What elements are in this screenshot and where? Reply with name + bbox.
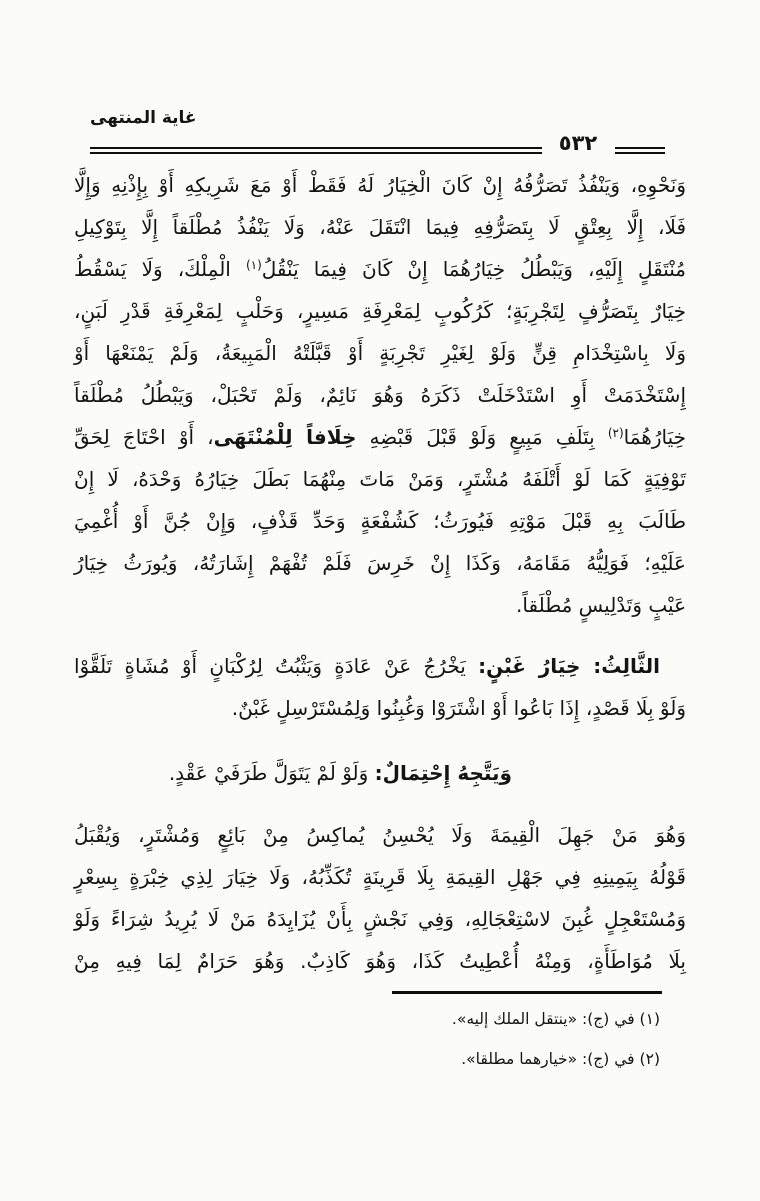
text-run: وَلَوْ لَمْ يَتَوَلَّ طَرَفَيْ عَقْدٍ. [168,761,375,785]
bold-text-run: وَيَتَّجِهُ إِحْتِمَالٌ: [374,761,512,785]
text-run: عَيْبٍ وَتَدْلِيسٍ مُطْلَقاً. [516,593,686,617]
text-run: فَلَا، إِلَّا بِعِتْقٍ لَا بِتَصَرُّفِهِ فِيمَا انْتَقَلَ عَنْهُ، وَلَا يَنْفُذُ مُطْلَقاً إِلَّا بِتَوْكِيلِ [74,215,686,239]
text-line [74,164,686,206]
text-run: وَنَحْوِهِ، وَيَنْفُذُ تَصَرُّفُهُ إِنْ كَانَ الْخِيَارُ لَهُ فَقَطْ أَوْ مَعَ شَرِيكِهِ أَوْ بِإِذْنِهِ وَإِلَّا [74,173,686,197]
footnote-marker: (١) [639,1010,660,1028]
header-rule-short [615,147,665,154]
text-line [74,645,686,687]
paragraph [74,752,686,794]
paragraph [74,645,686,729]
text-run: ، أَوْ احْتَاجَ لِحَقِّ [74,425,214,449]
text-line [74,752,512,794]
text-line [74,940,686,982]
text-line [74,416,686,458]
text-run: قَوْلُهُ بِيَمِينِهِ فِي جَهْلِ القِيمَةِ بِلَا قَرِينَةٍ تُكَذِّبُهُ، وَلَا خِيَارَ لِذِي خِبْرَةٍ بِسِعْرٍ [74,865,686,889]
text-line [74,584,686,626]
footnote-reference: (٢) [607,426,624,440]
footnote [100,999,660,1039]
text-run: بِتَلَفِ مَبِيعٍ وَلَوْ قَبْلَ قَبْضِهِ [356,425,608,449]
text-run: مُنْتَقَلٍ إِلَيْهِ، وَيَبْطُلُ خِيَارُهُمَا إِنْ كَانَ فِيمَا يَنْقُلُ [261,257,686,281]
text-line [74,374,686,416]
footnotes [100,999,660,1079]
text-line [74,898,686,940]
text-run: خِيَارٌ بِتَصَرُّفٍ لِتَجْرِبَةٍ؛ كَرُكُوبٍ لِمَعْرِفَةِ مَسِيرٍ، وَحَلْبٍ لِمَعْرِفَةِ قَدْرِ لَبَنٍ، [74,299,686,323]
book-title: غاية المنتهى [90,108,197,128]
text-line [74,458,686,500]
text-line [74,856,686,898]
text-line [74,500,686,542]
footnote [100,1039,660,1079]
body-text [74,164,686,982]
text-run: تَوْفِيَةٍ كَمَا لَوْ أَتْلَفَهُ مُشْتَرٍ، وَمَنْ مَاتَ مِنْهُمَا بَطَلَ خِيَارُهُ وَحْدَهُ، لَا إِنْ [74,467,686,491]
footnote-text: في (ج): «ينتقل الملك إليه». [451,1010,635,1028]
text-line [74,687,686,729]
text-run: وَمُسْتَعْجِلٍ غُبِنَ لاسْتِعْجَالِهِ، وَفِي نَجْشٍ بِأَنْ يُزَايِدَهُ مَنْ لَا يُرِيدُ شِرَاءً وَلَوْ [74,907,686,931]
text-run: خِيَارُهُمَا [623,425,686,449]
bold-text-run: الثَّالِثُ: خِيَارُ غَبْنٍ: [478,654,660,678]
text-line [74,542,686,584]
paragraph [74,814,686,982]
footnote-text: في (ج): «خيارهما مطلقا». [461,1050,635,1068]
text-run: الْمِلْكَ، وَلَا يَسْقُطُ [74,257,246,281]
text-run: عَلَيْهِ؛ فَوَلِيُّهُ مَقَامَهُ، وَكَذَا إِنْ خَرِسَ فَلَمْ تُفْهَمْ إِشَارَتُهُ، وَيُورَثُ خِيَارُ [74,551,686,575]
text-line [74,332,686,374]
text-run: وَلَا بِاسْتِخْدَامِ قِنٍّ وَلَوْ لِغَيْرِ تَجْرِبَةٍ أَوْ قَبَّلَتْهُ الْمَبِيعَةُ، وَلَمْ يَمْنَعْهَا أَوْ [74,341,686,365]
text-line [74,290,686,332]
footnote-separator [392,991,662,994]
text-run: وَهُوَ مَنْ جَهِلَ الْقِيمَةَ وَلَا يُحْسِنُ يُماكِسُ مِنْ بَائِعٍ وَمُشْتَرٍ، وَيُقْبَلُ [74,823,686,847]
header-rule-long [90,147,542,154]
text-line [74,206,686,248]
text-line [74,248,686,290]
text-run: إِسْتَخْدَمَتْ أَوِ اسْتَدْخَلَتْ ذَكَرَهُ وَهُوَ نَائِمٌ، وَلَمْ تَحْبَلْ، وَيَبْطُلُ مُطْلَقاً [74,383,686,407]
text-run: يَخْرُجُ عَنْ عَادَةٍ وَيَثْبُتُ لِرُكْبَانٍ أَوْ مُشَاةٍ تَلَقَّوْا [74,654,479,678]
text-line [74,814,686,856]
footnote-reference: (١) [245,258,262,272]
paragraph [74,164,686,626]
bold-text-run: خِلَافاً لِلْمُنْتَهَى [213,425,357,449]
text-run: وَلَوْ بِلَا قَصْدٍ، إِذَا بَاعُوا أَوْ اشْتَرَوْا وَغُبِنُوا وَلِمُسْتَرْسِلٍ غَبْنٌ. [231,696,686,720]
text-run: بِلَا مُوَاطَأَةٍ، وَمِنْهُ أُعْطِيتُ كَذَا، وَهُوَ كَاذِبٌ. وَهُوَ حَرَامٌ لِمَا فِيهِ مِنْ [74,949,686,973]
text-run: طَالَبَ بِهِ قَبْلَ مَوْتِهِ فَيُورَثُ؛ كَشُفْعَةٍ وَحَدِّ قَذْفٍ، وَإِنْ جُنَّ أَوْ أُغْمِيَ [74,509,686,533]
page-number: ٥٣٢ [558,131,598,155]
footnote-marker: (٢) [639,1050,660,1068]
